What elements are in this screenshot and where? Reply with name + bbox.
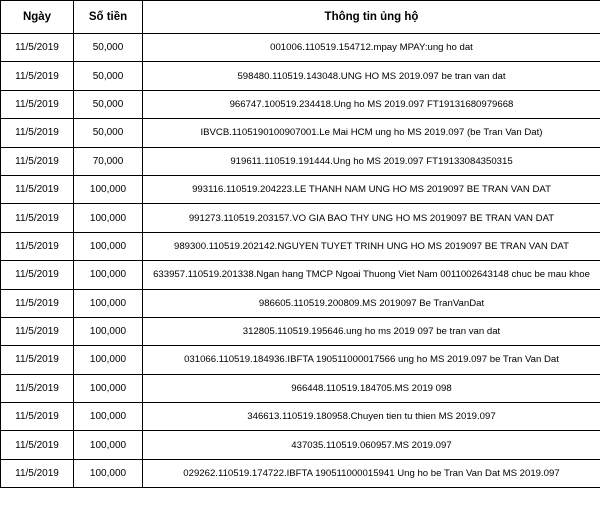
table-row xyxy=(1,119,600,147)
cell-amount: 100,000 xyxy=(74,431,143,459)
cell-date: 11/5/2019 xyxy=(1,431,74,459)
table-row xyxy=(1,175,600,203)
table-row xyxy=(1,204,600,232)
table-header xyxy=(1,1,600,34)
cell-amount: 50,000 xyxy=(74,62,143,90)
cell-info: 312805.110519.195646.ung ho ms 2019 097 be tran van dat xyxy=(143,317,600,345)
cell-amount: 100,000 xyxy=(74,374,143,402)
header-date: Ngày xyxy=(1,1,74,34)
cell-date: 11/5/2019 xyxy=(1,403,74,431)
cell-info: 966448.110519.184705.MS 2019 098 xyxy=(143,374,600,402)
cell-info: 031066.110519.184936.IBFTA 190511000017566 ung ho MS 2019.097 be Tran Van Dat xyxy=(143,346,600,374)
cell-amount: 50,000 xyxy=(74,90,143,118)
cell-info: 029262.110519.174722.IBFTA 190511000015941 Ung ho be Tran Van Dat MS 2019.097 xyxy=(143,459,600,487)
cell-info: 633957.110519.201338.Ngan hang TMCP Ngoai Thuong Viet Nam 0011002643148 chuc be mau khoe xyxy=(143,261,600,289)
table-row xyxy=(1,62,600,90)
table-row xyxy=(1,317,600,345)
cell-amount: 70,000 xyxy=(74,147,143,175)
cell-info: 991273.110519.203157.VO GIA BAO THY UNG HO MS 2019097 BE TRAN VAN DAT xyxy=(143,204,600,232)
cell-info: 919611.110519.191444.Ung ho MS 2019.097 FT19133084350315 xyxy=(143,147,600,175)
cell-amount: 100,000 xyxy=(74,232,143,260)
cell-date: 11/5/2019 xyxy=(1,289,74,317)
cell-info: 986605.110519.200809.MS 2019097 Be TranVanDat xyxy=(143,289,600,317)
cell-date: 11/5/2019 xyxy=(1,34,74,62)
cell-amount: 100,000 xyxy=(74,204,143,232)
cell-amount: 100,000 xyxy=(74,317,143,345)
cell-amount: 100,000 xyxy=(74,261,143,289)
table-row xyxy=(1,431,600,459)
cell-date: 11/5/2019 xyxy=(1,374,74,402)
cell-info: 966747.100519.234418.Ung ho MS 2019.097 FT19131680979668 xyxy=(143,90,600,118)
cell-date: 11/5/2019 xyxy=(1,204,74,232)
cell-info: 993116.110519.204223.LE THANH NAM UNG HO MS 2019097 BE TRAN VAN DAT xyxy=(143,175,600,203)
header-amount: Số tiền xyxy=(74,1,143,34)
cell-info: 598480.110519.143048.UNG HO MS 2019.097 be tran van dat xyxy=(143,62,600,90)
cell-amount: 100,000 xyxy=(74,289,143,317)
cell-date: 11/5/2019 xyxy=(1,147,74,175)
table-row xyxy=(1,147,600,175)
cell-amount: 100,000 xyxy=(74,403,143,431)
cell-date: 11/5/2019 xyxy=(1,346,74,374)
cell-amount: 50,000 xyxy=(74,119,143,147)
cell-info: 346613.110519.180958.Chuyen tien tu thien MS 2019.097 xyxy=(143,403,600,431)
cell-info: 437035.110519.060957.MS 2019.097 xyxy=(143,431,600,459)
cell-amount: 100,000 xyxy=(74,459,143,487)
cell-date: 11/5/2019 xyxy=(1,119,74,147)
cell-amount: 100,000 xyxy=(74,346,143,374)
cell-date: 11/5/2019 xyxy=(1,232,74,260)
table-row xyxy=(1,261,600,289)
cell-info: IBVCB.1105190100907001.Le Mai HCM ung ho MS 2019.097 (be Tran Van Dat) xyxy=(143,119,600,147)
table-row xyxy=(1,289,600,317)
table-row xyxy=(1,34,600,62)
cell-info: 001006.110519.154712.mpay MPAY:ung ho dat xyxy=(143,34,600,62)
cell-date: 11/5/2019 xyxy=(1,261,74,289)
header-row xyxy=(1,1,600,34)
cell-info: 989300.110519.202142.NGUYEN TUYET TRINH UNG HO MS 2019097 BE TRAN VAN DAT xyxy=(143,232,600,260)
table-row xyxy=(1,346,600,374)
cell-date: 11/5/2019 xyxy=(1,317,74,345)
table-row xyxy=(1,232,600,260)
table-body xyxy=(1,34,600,488)
cell-amount: 100,000 xyxy=(74,175,143,203)
cell-date: 11/5/2019 xyxy=(1,90,74,118)
header-info: Thông tin ủng hộ xyxy=(143,1,600,34)
cell-amount: 50,000 xyxy=(74,34,143,62)
table-row xyxy=(1,459,600,487)
cell-date: 11/5/2019 xyxy=(1,459,74,487)
table-row xyxy=(1,90,600,118)
table-row xyxy=(1,403,600,431)
cell-date: 11/5/2019 xyxy=(1,175,74,203)
table-row xyxy=(1,374,600,402)
cell-date: 11/5/2019 xyxy=(1,62,74,90)
